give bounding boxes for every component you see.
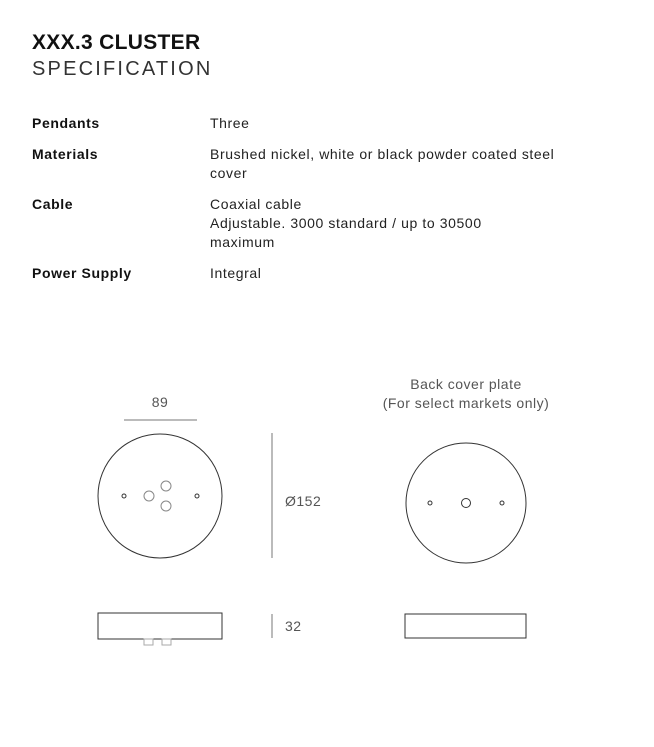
mounting-hole (428, 501, 432, 505)
spec-value-line: Integral (210, 265, 262, 281)
spec-label: Power Supply (32, 265, 132, 281)
back-plate-caption-note: (For select markets only) (382, 395, 550, 411)
section-subtitle: SPECIFICATION (32, 58, 213, 80)
spec-label: Cable (32, 196, 74, 212)
spec-value-line: Brushed nickel, white or black powder coated steel cover (210, 146, 555, 181)
width-dimension-label: 89 (151, 394, 169, 410)
canopy-circle (98, 434, 222, 558)
cable-grip (144, 639, 153, 645)
mounting-hole (122, 494, 126, 498)
mounting-hole (195, 494, 199, 498)
back-plate-caption: Back cover plate (410, 376, 522, 392)
cable-hole (161, 501, 171, 511)
back-plate-side-view (405, 614, 526, 638)
diameter-dimension-label: Ø152 (285, 493, 322, 509)
height-dimension-label: 32 (285, 618, 302, 634)
back-cover-plate-drawing (383, 376, 550, 638)
canopy-side-view (98, 613, 222, 639)
cable-hole (161, 481, 171, 491)
spec-label: Materials (32, 146, 99, 162)
front-canopy-drawing (98, 394, 321, 645)
spec-label: Pendants (32, 115, 100, 131)
spec-value-line: Adjustable. 3000 standard / up to 30500 maximum (210, 215, 482, 250)
spec-value-line: Three (210, 115, 250, 131)
mounting-hole (500, 501, 504, 505)
product-title: XXX.3 CLUSTER (32, 31, 201, 54)
center-hole (462, 499, 471, 508)
cable-grip (162, 639, 171, 645)
spec-value-line: Coaxial cable (210, 196, 302, 212)
back-plate-circle (406, 443, 526, 563)
cable-hole (144, 491, 154, 501)
